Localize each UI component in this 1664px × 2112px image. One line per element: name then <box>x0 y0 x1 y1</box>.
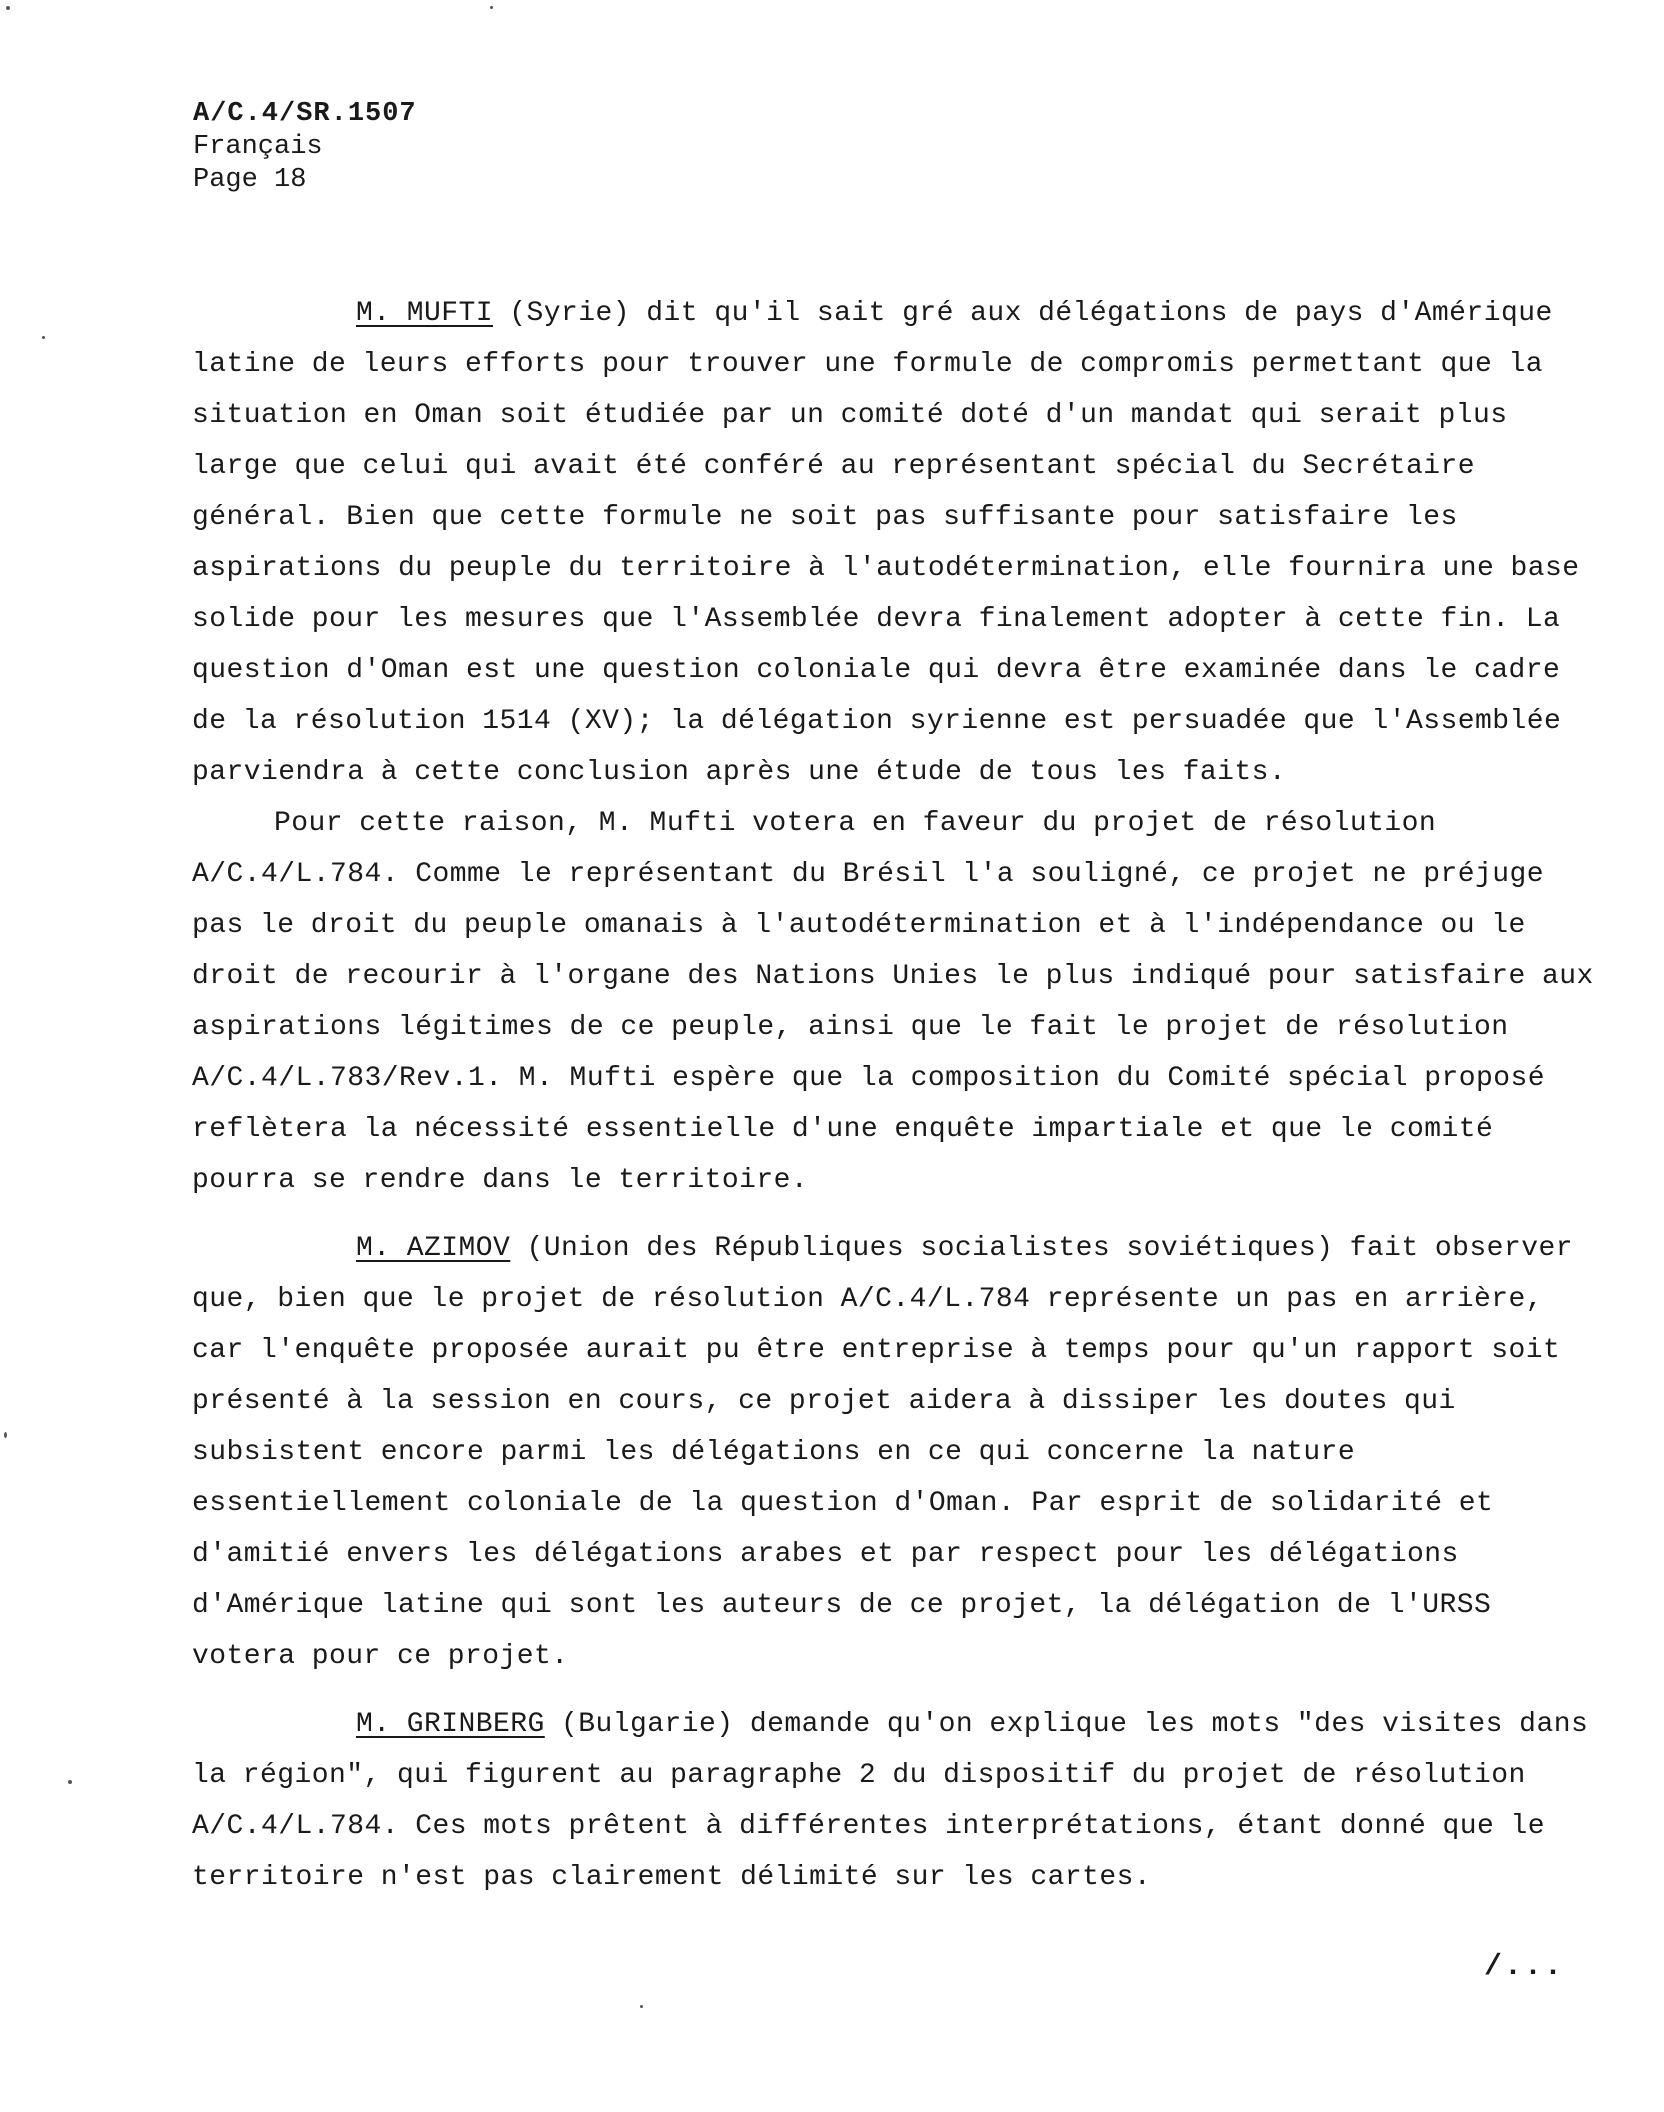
text-line: droit de recourir à l'organe des Nations Unies le plus indiqué pour satisfaire aux <box>192 961 1594 992</box>
text-line: que, bien que le projet de résolution A/C.4/L.784 représente un pas en arrière, <box>192 1284 1543 1315</box>
text-line: A/C.4/L.783/Rev.1. M. Mufti espère que la composition du Comité spécial proposé <box>192 1063 1545 1094</box>
text-line: A/C.4/L.784. Ces mots prêtent à différentes interprétations, étant donné que le <box>192 1811 1545 1842</box>
document-body <box>192 288 1594 1903</box>
text-line: d'Amérique latine qui sont les auteurs de ce projet, la délégation de l'URSS <box>192 1590 1492 1621</box>
scan-speck <box>68 1780 72 1784</box>
scan-speck <box>4 1432 7 1438</box>
text-line: général. Bien que cette formule ne soit pas suffisante pour satisfaire les <box>192 502 1458 533</box>
document-language: Français <box>193 132 323 162</box>
text-line: pourra se rendre dans le territoire. <box>192 1165 809 1196</box>
scan-speck <box>640 2005 643 2008</box>
text-line: de la résolution 1514 (XV); la délégation syrienne est persuadée que l'Assemblée <box>192 706 1562 737</box>
speaker-name: M. AZIMOV <box>356 1233 511 1264</box>
scan-speck <box>490 6 493 9</box>
speaker-name: M. MUFTI <box>356 298 494 329</box>
text-line: territoire n'est pas clairement délimité sur les cartes. <box>192 1862 1152 1893</box>
speaker-name: M. GRINBERG <box>356 1709 545 1740</box>
text-line: la région", qui figurent au paragraphe 2 du dispositif du projet de résolution <box>192 1760 1526 1791</box>
text-line: présenté à la session en cours, ce projet aidera à dissiper les doutes qui <box>192 1386 1456 1417</box>
continuation-marker: /... <box>1484 1950 1565 1984</box>
text-line: aspirations du peuple du territoire à l'autodétermination, elle fournira une base <box>192 553 1580 584</box>
document-header <box>193 98 417 197</box>
text-line: car l'enquête proposée aurait pu être entreprise à temps pour qu'un rapport soit <box>192 1335 1561 1366</box>
text-line: M. GRINBERG (Bulgarie) demande qu'on explique les mots "des visites dans <box>356 1709 1589 1740</box>
paragraph-gap <box>192 1206 1572 1223</box>
page-number: Page 18 <box>193 165 307 195</box>
text-line: reflètera la nécessité essentielle d'une enquête impartiale et que le comité <box>192 1114 1494 1145</box>
text-line: parviendra à cette conclusion après une étude de tous les faits. <box>192 757 1287 788</box>
text-line: subsistent encore parmi les délégations en ce qui concerne la nature <box>192 1437 1356 1468</box>
text-line: situation en Oman soit étudiée par un comité doté d'un mandat qui serait plus <box>192 400 1508 431</box>
paragraph-gap <box>192 1682 1572 1699</box>
text-line: large que celui qui avait été conféré au représentant spécial du Secrétaire <box>192 451 1475 482</box>
text-line: d'amitié envers les délégations arabes et par respect pour les délégations <box>192 1539 1459 1570</box>
document-symbol: A/C.4/SR.1507 <box>193 99 417 129</box>
scan-speck <box>42 336 45 339</box>
text-line: question d'Oman est une question coloniale qui devra être examinée dans le cadre <box>192 655 1561 686</box>
text-line: votera pour ce projet. <box>192 1641 569 1672</box>
text-line: M. AZIMOV (Union des Républiques socialistes soviétiques) fait observer <box>356 1233 1573 1264</box>
scan-speck <box>6 6 10 10</box>
text-line: A/C.4/L.784. Comme le représentant du Brésil l'a souligné, ce projet ne préjuge <box>192 859 1544 890</box>
text-line: pas le droit du peuple omanais à l'autodétermination et à l'indépendance ou le <box>192 910 1526 941</box>
text-line: aspirations légitimes de ce peuple, ainsi que le fait le projet de résolution <box>192 1012 1509 1043</box>
text-line: latine de leurs efforts pour trouver une formule de compromis permettant que la <box>192 349 1543 380</box>
text-line: essentiellement coloniale de la question d'Oman. Par esprit de solidarité et <box>192 1488 1494 1519</box>
text-line: Pour cette raison, M. Mufti votera en faveur du projet de résolution <box>274 808 1437 839</box>
text-line: M. MUFTI (Syrie) dit qu'il sait gré aux délégations de pays d'Amérique <box>356 298 1553 329</box>
text-line: solide pour les mesures que l'Assemblée devra finalement adopter à cette fin. La <box>192 604 1561 635</box>
